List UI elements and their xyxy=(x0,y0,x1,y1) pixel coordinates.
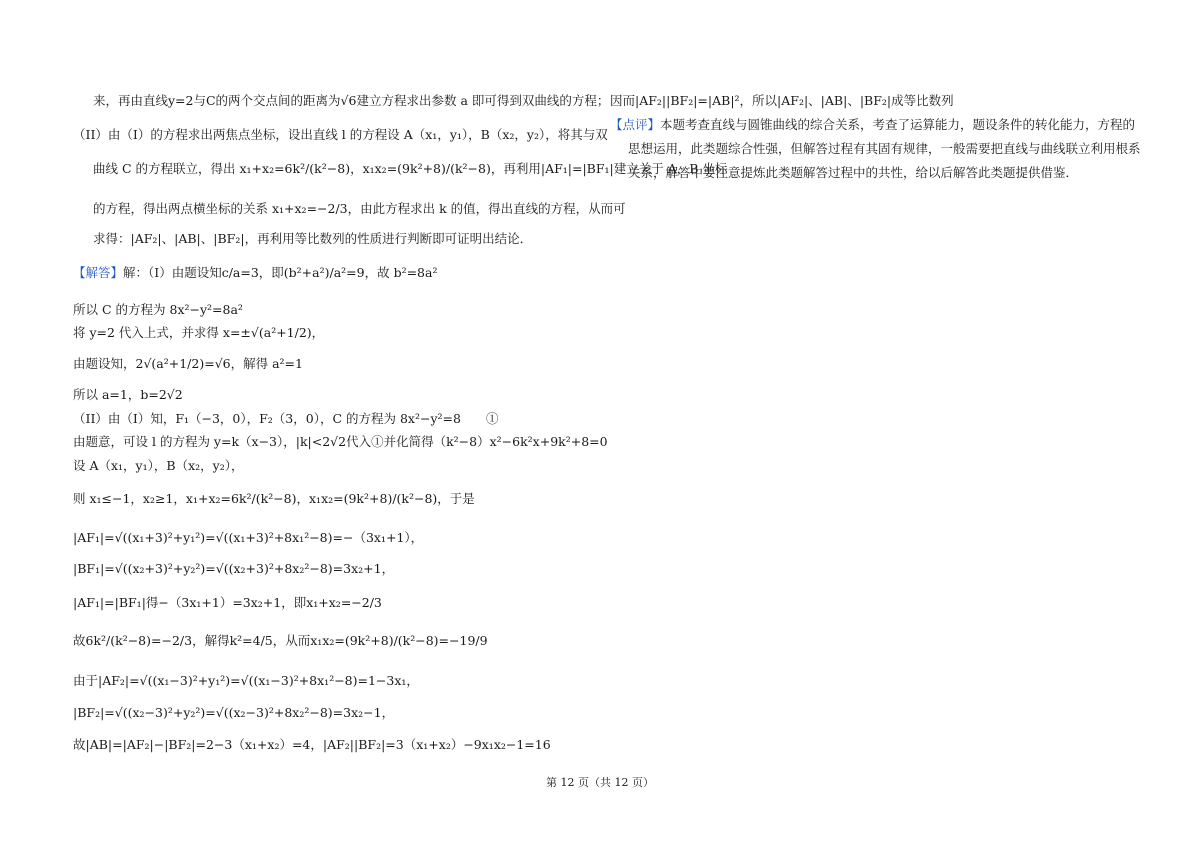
text-line: 将 y=2 代入上式，并求得 x=±√(a²+1/2)， xyxy=(73,325,325,340)
text-line: 思想运用，此类题综合性强，但解答过程有其固有规律，一般需要把直线与曲线联立利用根系 xyxy=(628,141,1141,156)
text-line: |BF₁|=√((x₂+3)²+y₂²)=√((x₂+3)²+8x₂²−8)=3x₂+1， xyxy=(73,561,395,576)
text-line: 关系，解答中要注意提炼此类题解答过程中的共性，给以后解答此类题提供借鉴． xyxy=(628,165,1079,180)
text-line: 由题意，可设 l 的方程为 y=k（x−3），|k|<2√2代入①并化简得（k²−8）x²−6k²x+9k²+8=0 xyxy=(73,434,608,449)
text-line: 因而|AF₂||BF₂|=|AB|²，所以|AF₂|、|AB|、|BF₂|成等比数列 xyxy=(610,93,954,108)
text-line: 设 A（x₁，y₁），B（x₂，y₂）， xyxy=(73,458,244,473)
text-line: 的方程，得出两点横坐标的关系 x₁+x₂=−2/3，由此方程求出 k 的值，得出直线的方程，从而可 xyxy=(93,201,626,216)
text-line: 故|AB|=|AF₂|−|BF₂|=2−3（x₁+x₂）=4，|AF₂||BF₂|=3（x₁+x₂）−9x₁x₂−1=16 xyxy=(73,737,551,752)
text-line: （II）由（I）知，F₁（−3，0），F₂（3，0），C 的方程为 8x²−y²=8 ① xyxy=(73,411,499,426)
text-line: （II）由（I）的方程求出两焦点坐标，设出直线 l 的方程设 A（x₁，y₁），B（x₂，y₂），将其与双 xyxy=(73,127,608,142)
text-line: |AF₁|=√((x₁+3)²+y₁²)=√((x₁+3)²+8x₁²−8)=−（3x₁+1）， xyxy=(73,530,424,545)
comment-heading-line xyxy=(610,116,1135,134)
text-line: 所以 C 的方程为 8x²−y²=8a² xyxy=(73,302,243,317)
text-line: |AF₁|=|BF₁|得−（3x₁+1）=3x₂+1，即x₁+x₂=−2/3 xyxy=(73,595,382,610)
text-line: 则 x₁≤−1，x₂≥1，x₁+x₂=6k²/(k²−8)，x₁x₂=(9k²+8)/(k²−8)，于是 xyxy=(73,491,475,506)
text-line: 来，再由直线y=2与C的两个交点间的距离为√6建立方程求出参数 a 即可得到双曲线的方程； xyxy=(93,93,610,108)
text-line: 解：（I）由题设知c/a=3，即(b²+a²)/a²=9，故 b²=8a² xyxy=(123,265,438,280)
answer-tag: 【解答】 xyxy=(73,265,124,280)
text-line: |BF₂|=√((x₂−3)²+y₂²)=√((x₂−3)²+8x₂²−8)=3x₂−1， xyxy=(73,705,395,720)
comment-tag: 【点评】 xyxy=(610,117,661,132)
text-line: 所以 a=1，b=2√2 xyxy=(73,387,183,402)
text-line: 本题考查直线与圆锥曲线的综合关系，考查了运算能力，题设条件的转化能力，方程的 xyxy=(660,117,1136,132)
page-footer: 第 12 页（共 12 页） xyxy=(546,776,654,789)
text-line: 由于|AF₂|=√((x₁−3)²+y₁²)=√((x₁−3)²+8x₁²−8)=1−3x₁， xyxy=(73,673,419,688)
text-line: 曲线 C 的方程联立，得出 x₁+x₂=6k²/(k²−8)，x₁x₂=(9k²+8)/(k²−8)，再利用|AF₁|=|BF₁|建立关于 A，B 坐标 xyxy=(93,161,728,176)
text-line: 由题设知，2√(a²+1/2)=√6，解得 a²=1 xyxy=(73,356,303,371)
answer-heading-line xyxy=(73,264,437,282)
text-line: 故6k²/(k²−8)=−2/3，解得k²=4/5，从而x₁x₂=(9k²+8)/(k²−8)=−19/9 xyxy=(73,633,488,648)
text-line: 求得：|AF₂|、|AB|、|BF₂|，再利用等比数列的性质进行判断即可证明出结论． xyxy=(93,231,533,246)
